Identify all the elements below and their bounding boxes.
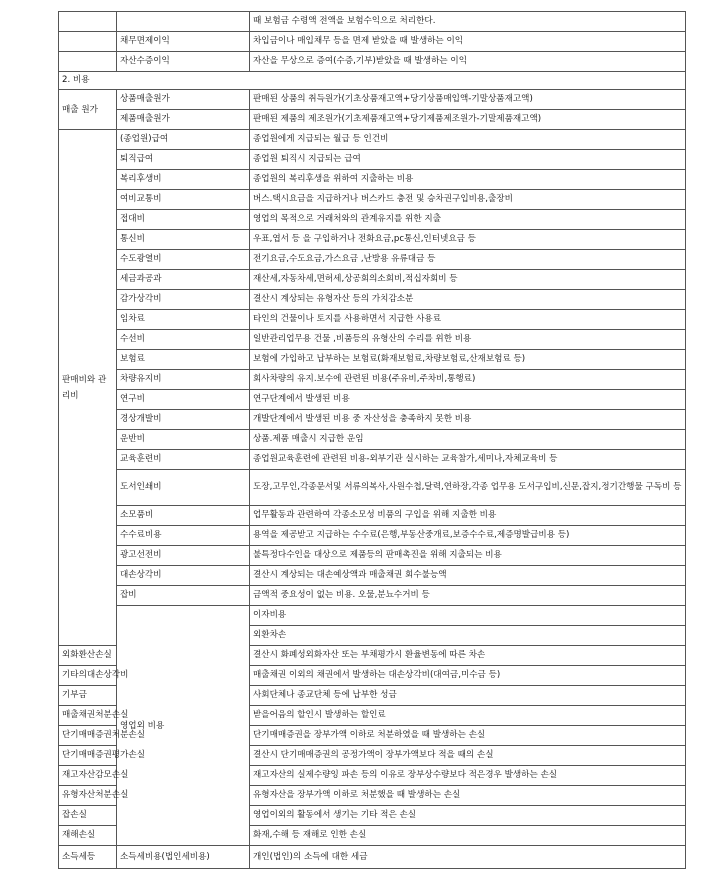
category-cell [59, 12, 117, 32]
table-row [59, 390, 686, 410]
description-cell: 종업원에게 지급되는 월급 등 인건비 [250, 130, 686, 150]
account-name-cell: 도서인쇄비 [117, 470, 250, 506]
table-row [59, 110, 686, 130]
account-name-cell: 단기매매증권처분손실 [59, 726, 117, 746]
account-name-cell: 잡손실 [59, 806, 117, 826]
table-row [59, 52, 686, 72]
table-row [59, 526, 686, 546]
description-cell: 판매된 제품의 제조원가(기초제품재고액+당기제품제조원가-기말제품재고액) [250, 110, 686, 130]
table-row [59, 210, 686, 230]
table-row [59, 32, 686, 52]
category-cell: 판매비와 관리비 [59, 130, 117, 646]
account-name-cell: 연구비 [117, 390, 250, 410]
description-cell: 결산시 단기매매증권의 공정가액이 장부가액보다 적을 때의 손실 [250, 746, 686, 766]
description-cell: 보험에 가입하고 납부하는 보험료(화재보험료,차량보험료,산재보험료 등) [250, 350, 686, 370]
description-cell: 업무활동과 관련하여 각종소모성 비품의 구입을 위해 지출한 비용 [250, 506, 686, 526]
description-cell: 상품.제품 매출시 지급한 운임 [250, 430, 686, 450]
description-cell: 도장,고무인,각종문서및 서류의복사,사원수첩,달력,연하장,각종 업무용 도서구입비,신문,잡지,정기간행물 구독비 등 [250, 470, 686, 506]
description-cell: 결산시 계상되는 대손예상액과 매출채권 회수불능액 [250, 566, 686, 586]
account-name-cell: (종업원)급여 [117, 130, 250, 150]
description-cell: 영업이외의 활동에서 생기는 기타 적은 손실 [250, 806, 686, 826]
account-name-cell: 광고선전비 [117, 546, 250, 566]
account-name-cell: 재해손실 [59, 826, 117, 846]
description-cell: 재산세,자동차세,면허세,상공회의소회비,적십자회비 등 [250, 270, 686, 290]
account-name-cell: 수수료비용 [117, 526, 250, 546]
table-row [59, 606, 686, 626]
description-cell: 전기요금,수도요금,가스요금 ,난방용 유류대금 등 [250, 250, 686, 270]
account-name-cell: 단기매매증권평가손실 [59, 746, 117, 766]
description-cell: 유형자산을 장부가액 이하로 처분했을 때 발생하는 손실 [250, 786, 686, 806]
account-name-cell: 소득세비용(법인세비용) [117, 846, 250, 869]
account-name-cell: 재고자산감모손실 [59, 766, 117, 786]
category-cell [59, 32, 117, 52]
table-row [59, 290, 686, 310]
table-row [59, 12, 686, 32]
account-name-cell: 운반비 [117, 430, 250, 450]
section-label: 2. 비용 [59, 72, 686, 90]
table-row [59, 470, 686, 506]
description-cell: 종업원교육훈련에 관련된 비용-외부기관 실시하는 교육참가,세미나,자체교육비 등 [250, 450, 686, 470]
table-row [59, 250, 686, 270]
table-row [59, 310, 686, 330]
table-row [59, 450, 686, 470]
description-cell: 종업원의 복리후생을 위하여 지출하는 비용 [250, 170, 686, 190]
account-name-cell: 기부금 [59, 686, 117, 706]
account-name-cell: 상품매출원가 [117, 90, 250, 110]
account-name-cell: 경상개발비 [117, 410, 250, 430]
table-row [59, 566, 686, 586]
description-cell: 개인(법인)의 소득에 대한 세금 [250, 846, 686, 869]
account-table-body [59, 12, 686, 869]
description-cell: 받을어음의 할인시 발생하는 할인료 [250, 706, 686, 726]
description-cell: 때 보험금 수령액 전액을 보험수익으로 처리한다. [250, 12, 686, 32]
description-cell: 자산을 무상으로 증여(수증,기부)받았을 때 발생하는 이익 [250, 52, 686, 72]
category-cell: 매출 원가 [59, 90, 117, 130]
account-name-cell: 보험료 [117, 350, 250, 370]
account-name-cell: 외환차손 [250, 626, 686, 646]
table-row [59, 370, 686, 390]
table-row [59, 430, 686, 450]
description-cell: 개발단계에서 발생된 비용 중 자산성을 충족하지 못한 비용 [250, 410, 686, 430]
table-row [59, 410, 686, 430]
account-name-cell: 기타의대손상각비 [59, 666, 117, 686]
table-row [59, 90, 686, 110]
table-row [59, 350, 686, 370]
description-cell: 연구단계에서 발생된 비용 [250, 390, 686, 410]
description-cell: 타인의 건물이나 토지를 사용하면서 지급한 사용료 [250, 310, 686, 330]
description-cell: 종업원 퇴직시 지급되는 급여 [250, 150, 686, 170]
account-name-cell: 잡비 [117, 586, 250, 606]
account-name-cell: 채무면제이익 [117, 32, 250, 52]
account-name-cell: 퇴직급여 [117, 150, 250, 170]
table-row [59, 330, 686, 350]
table-row [59, 130, 686, 150]
description-cell: 일반관리업무용 건물 ,비품등의 유형산의 수리를 위한 비용 [250, 330, 686, 350]
description-cell: 버스.택시요금을 지급하거나 버스카드 충전 및 승차권구입비용,출장비 [250, 190, 686, 210]
section-row [59, 72, 686, 90]
account-name-cell: 여비교통비 [117, 190, 250, 210]
account-table [58, 11, 686, 869]
account-name-cell: 이자비용 [250, 606, 686, 626]
description-cell: 우표,엽서 등 을 구입하거나 전화요금,pc통신,인터넷요금 등 [250, 230, 686, 250]
account-name-cell [117, 12, 250, 32]
account-name-cell: 감가상각비 [117, 290, 250, 310]
account-name-cell: 차량유지비 [117, 370, 250, 390]
account-name-cell: 외화환산손실 [59, 646, 117, 666]
account-name-cell: 교육훈련비 [117, 450, 250, 470]
account-name-cell: 매출채권처분손실 [59, 706, 117, 726]
description-cell: 화재,수해 등 재해로 인한 손실 [250, 826, 686, 846]
account-name-cell: 수도광열비 [117, 250, 250, 270]
account-name-cell: 복리후생비 [117, 170, 250, 190]
table-row [59, 150, 686, 170]
description-cell: 금액적 중요성이 없는 비용. 오물,분뇨수거비 등 [250, 586, 686, 606]
account-name-cell: 임차료 [117, 310, 250, 330]
account-name-cell: 수선비 [117, 330, 250, 350]
table-row [59, 190, 686, 210]
description-cell: 재고자산의 실제수량잉 파손 등의 이유로 장부상수량보다 적은경우 발생하는 손실 [250, 766, 686, 786]
category-cell: 소득세등 [59, 846, 117, 869]
account-name-cell: 유형자산처분손실 [59, 786, 117, 806]
account-name-cell: 세금과공과 [117, 270, 250, 290]
account-name-cell: 대손상각비 [117, 566, 250, 586]
category-cell [59, 52, 117, 72]
description-cell: 결산시 계상되는 유형자산 등의 가치감소분 [250, 290, 686, 310]
description-cell: 회사차량의 유지.보수에 관련된 비용(주유비,주차비,통행료) [250, 370, 686, 390]
description-cell: 불특정다수인을 대상으로 제품등의 판매촉진을 위해 지출되는 비용 [250, 546, 686, 566]
description-cell: 결산시 화폐성외화자산 또는 부채평가시 환율변동에 따른 차손 [250, 646, 686, 666]
account-name-cell: 자산수증이익 [117, 52, 250, 72]
table-row [59, 586, 686, 606]
description-cell: 매출채권 이외의 채권에서 발생하는 대손상각비(대여금,미수금 등) [250, 666, 686, 686]
table-row [59, 270, 686, 290]
account-name-cell: 제품매출원가 [117, 110, 250, 130]
description-cell: 영업의 목적으로 거래처와의 관계유지를 위한 지출 [250, 210, 686, 230]
account-name-cell: 통신비 [117, 230, 250, 250]
account-name-cell: 소모품비 [117, 506, 250, 526]
description-cell: 사회단체나 종교단체 등에 납부한 성금 [250, 686, 686, 706]
table-row [59, 846, 686, 869]
description-cell: 차입금이나 매입채무 등을 면제 받았을 때 발생하는 이익 [250, 32, 686, 52]
description-cell: 단기매매증권을 장부가액 이하로 처분하였을 때 발생하는 손실 [250, 726, 686, 746]
table-row [59, 546, 686, 566]
account-name-cell: 접대비 [117, 210, 250, 230]
category-cell: 영업외 비용 [117, 606, 250, 846]
table-row [59, 230, 686, 250]
table-row [59, 170, 686, 190]
description-cell: 용역을 제공받고 지급하는 수수료(은행,부동산중개료,보증수수료,제증명발급비용 등) [250, 526, 686, 546]
description-cell: 판매된 상품의 취득원가(기초상품재고액+당기상품매입액-기말상품재고액) [250, 90, 686, 110]
table-row [59, 506, 686, 526]
